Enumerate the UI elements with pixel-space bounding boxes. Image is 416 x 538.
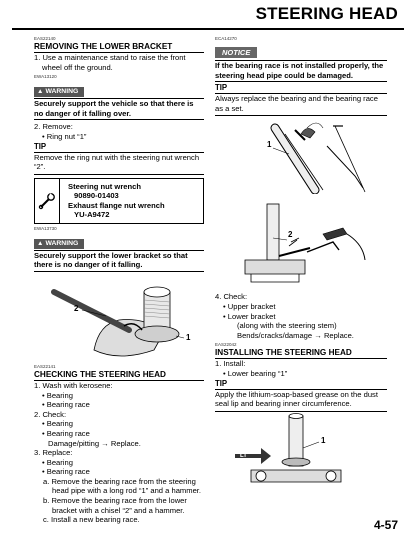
warning-triangle-icon: ▲: [37, 88, 44, 96]
section-heading-remove-bracket: REMOVING THE LOWER BRACKET: [34, 42, 204, 53]
warning-badge: ▲ WARNING: [34, 87, 84, 97]
tip-label-right: TIP: [215, 83, 387, 94]
check-bearing-race: • Bearing race: [42, 428, 90, 438]
warning-triangle-icon: ▲: [37, 239, 44, 247]
lower-bracket-item: • Lower bracket: [223, 311, 276, 321]
check-bearing: • Bearing: [42, 419, 73, 429]
notice-text: If the bearing race is not installed properly, the steering head pipe could be damaged.: [215, 61, 387, 82]
substep-a: a. Remove the bearing race from the steering head pipe with a long rod “1” and a hammer.: [43, 476, 202, 496]
warning-text-1: Securely support the vehicle so that there is no danger of it falling over.: [34, 99, 204, 120]
tip-label-install: TIP: [215, 379, 387, 390]
step-2: 2. Remove:: [34, 122, 73, 132]
section-code-install: EAS22042: [215, 342, 237, 348]
figure-callout-1: 1: [186, 332, 191, 342]
replace-bearing: • Bearing: [42, 457, 73, 467]
head-pipe-figure: [215, 116, 387, 194]
tip-text-install: Apply the lithium-soap-based grease on the dust seal lip and bearing inner circumference.: [215, 389, 378, 409]
tip-text-right: Always replace the bearing and the bearing race as a set.: [215, 94, 378, 113]
check-step: 2. Check:: [34, 409, 67, 419]
ring-nut-figure: [34, 272, 204, 364]
tool-name-1: Steering nut wrench: [68, 181, 141, 191]
figure-callout-2-right: 2: [288, 230, 293, 240]
warning-badge-2: ▲ WARNING: [34, 239, 84, 249]
warning-code-2: EWA13730: [34, 225, 57, 231]
figure-callout-1-install: 1: [321, 435, 326, 445]
tool-name-2: Exhaust flange nut wrench: [68, 200, 165, 210]
upper-bracket-item: • Upper bracket: [223, 301, 276, 311]
warning-text-2: Securely support the lower bracket so that there is no danger of it falling.: [34, 251, 204, 272]
lt-grease-label: LT: [240, 452, 247, 459]
section-code: EAS22140: [34, 36, 56, 41]
right-column: [215, 36, 387, 494]
step-1: 1. Use a maintenance stand to raise the front wheel off the ground.: [34, 53, 186, 72]
wash-step: 1. Wash with kerosene:: [34, 380, 113, 390]
notice-code: ECA14270: [215, 36, 237, 41]
tool-number-2: YU-A9472: [74, 210, 110, 220]
header-rule: [12, 28, 404, 30]
special-tool-box: [34, 178, 204, 224]
check-result: Damage/pitting → Replace.: [48, 438, 141, 448]
lower-bearing-item: • Lower bearing “1”: [223, 368, 288, 378]
replace-bearing-race: • Bearing race: [42, 467, 90, 477]
wash-bearing-race: • Bearing race: [42, 400, 90, 410]
bends-result: Bends/cracks/damage → Replace.: [237, 330, 354, 340]
lower-bracket-figure: [215, 194, 387, 288]
section-code-2: EAS22141: [34, 363, 56, 369]
ring-nut-item: • Ring nut “1”: [42, 131, 87, 141]
section-heading-install: INSTALLING THE STEERING HEAD: [215, 348, 387, 359]
page-title: STEERING HEAD: [255, 4, 398, 23]
steering-stem-figure: [215, 412, 387, 494]
page-number: 4-57: [373, 518, 398, 532]
with-steering-stem: (along with the steering stem): [237, 321, 337, 331]
figure-callout-1-right: 1: [267, 140, 272, 150]
tip-text-1: Remove the ring nut with the steering nut wrench “2”.: [34, 152, 200, 172]
install-step: 1. Install:: [215, 359, 246, 369]
figure-callout-2: 2: [74, 303, 79, 313]
substep-b: b. Remove the bearing race from the lower bracket with a chisel “2” and a hammer.: [43, 496, 187, 515]
check-step-4: 4. Check:: [215, 292, 248, 302]
wash-bearing: • Bearing: [42, 390, 73, 400]
wrench-icon: [35, 179, 60, 223]
warning-code: EWA13120: [34, 74, 57, 80]
tool-number-1: 90890-01403: [74, 191, 119, 201]
notice-badge: NOTICE: [215, 47, 257, 58]
replace-step: 3. Replace:: [34, 448, 73, 458]
substep-c: c. Install a new bearing race.: [43, 515, 140, 525]
tip-label: TIP: [34, 142, 204, 153]
left-column: [34, 36, 204, 525]
section-heading-check: CHECKING THE STEERING HEAD: [34, 370, 204, 381]
